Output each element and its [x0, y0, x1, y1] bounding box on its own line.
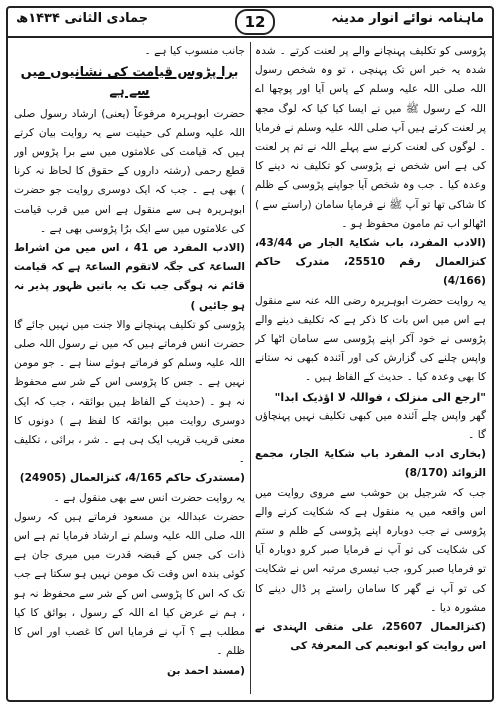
paragraph: جب کہ شرجیل بن حوشب سے مروی روایت میں اس واقعہ میں یہ منقول ہے کہ شکایت کرنے والے پڑوسی نے جب دوبارہ اپنے پڑوسی کے ظلم و ستم کی شکایت کی تو آپ نے فرمایا صبر کرو دوبارہ آیا تو فرمایا صبر کرو، جب تیسری مرتبہ اس نے شکایت کی تو آپ نے گھر کا سامان راستے پر ڈال دینے کا مشورہ دیا ۔ — [255, 486, 486, 614]
paragraph: پڑوسی کو تکلیف پہنچانے والا جنت میں نہیں جائے گا حضرت انس فرماتے ہیں کہ میں نے رسول اللہ صلی اللہ علیہ وسلم کو فرماتے ہوئے سنا ہے ۔ جو مومن نہیں ہے ۔ جس کا پڑوسی اس کے شر سے محفوظ نہ ہو ۔ (حدیث کے الفاظ ہیں بوائقہ ، جب کہ ایک دوسری روایت میں بوائقہ کا لفظ ہے ) دونوں کا معنی قریب قریب ایک ہی ہے ۔ شر ، برائی ، تکلیف ۔ — [14, 318, 245, 466]
page-header — [8, 8, 492, 38]
magazine-title: ماہنامہ نوائے انوار مدینہ — [331, 11, 484, 26]
column-divider — [250, 42, 251, 694]
paragraph: حضرت ابوہریرہ مرفوعاً (یعنی) ارشاد رسول صلی اللہ علیہ وسلم کی حیثیت سے یہ روایت بیان کرتے ہیں کہ قیامت کی علامتوں میں سے برا پڑوس اور قطع رحمی (رشتہ داروں کے حقوق کا لحاظ نہ کرنا ) بھی ہے ۔ جب کہ ایک دوسری روایت جو حضرت ابوہریرہ ہی سے منقول ہے اس میں قرب قیامت کی علامتوں میں سے ایک برُا پڑوسی بھی ہے ۔ — [14, 107, 245, 235]
paragraph: پڑوسی کو تکلیف پہنچانے والے پر لعنت کرتے ۔ شدہ شدہ یہ خبر اس تک پہنچی ، تو وہ شخص رسول اللہ صلی اللہ علیہ وسلم کے پاس آیا اور پوچھا اے اللہ کے رسول ﷺ میں نے ایسا کیا کیا کہ لوگ مجھ پر لعنت کرتے ہیں آپ صلی اللہ علیہ وسلم نے فرمایا ۔ لوگوں کی لعنت کرنے سے پہلے اللہ نے تم پر لعنت کی ہے اس شخص نے پڑوسی کو تکلیف نہ دینے کا وعدہ کیا ۔ جب وہ شخص آیا جواپنے پڑوسی کے ظلم کا شاکی تھا تو آپ ﷺ نے فرمایا سامان (راستے سے ) اٹھالو اب تم مامون محفوظ ہو ۔ — [255, 45, 486, 230]
issue-date: جمادی الثانی ۱۴۳۴ھ — [16, 11, 149, 26]
hadith-quote: "ارجع الی منزلک ، فواللہ لا اؤذیک ابدا" — [274, 390, 486, 404]
paragraph: یہ روایت حضرت انس سے بھی منقول ہے ۔ — [53, 491, 245, 504]
reference: (مستدرک حاکم 4/165، کنزالعمال (24905) — [19, 472, 245, 485]
page-number: 12 — [235, 9, 275, 35]
reference: (الادب المفرد، باب شکایۃ الجار ص 43/44، کنزالعمال رقم 25510، متدرک حاکم (4/166) — [255, 237, 486, 288]
reference: (کنزالعمال 25607، علی متقی الہندی نے اس روایت کو ابونعیم کی المعرفۃ کی — [255, 621, 486, 653]
paragraph: حضرت عبداللہ بن مسعود فرماتے ہیں کہ رسول اللہ صلی اللہ علیہ وسلم نے ارشاد فرمایا تم ہے اس ذات کی جس کے قبضہ قدرت میں میری جان ہے کوئی بندہ اس وقت تک مومن نہیں ہو سکتا ہے جب تک کہ اس کا پڑوسی اس کے شر سے محفوظ نہ ہو ، ہم نے عرض کیا اے اللہ کے رسول ، بوائق کا کیا مطلب ہے ؟ آپ نے فرمایا اس کا غصب اور اس کا ظلم ۔ — [14, 510, 245, 658]
paragraph: یہ روایت حضرت ابوہریرہ رضی اللہ عنہ سے منقول ہے اس میں اس بات کا ذکر ہے کہ تکلیف دینے والے پڑوسی نے خود آکر اپنے پڑوسی سے سامان اٹھا کر واپس چلنے کی گزارش کی اور آئندہ کبھی نہ ستانے کا بھی وعدہ کیا ۔ حدیث کے الفاظ ہیں ۔ — [255, 294, 486, 384]
paragraph: گھر واپس چلے آئندہ میں کبھی تکلیف نہیں پہنچاؤں گا ۔ — [255, 409, 486, 442]
magazine-page — [6, 6, 494, 702]
reference: (بخاری ادب المفرد باب شکایۃ الجار، مجمع الزوائد (8/170) — [255, 448, 486, 480]
reference: (مسند احمد بن — [167, 664, 245, 677]
section-heading: برا پڑوس قیامت کی نشانیوں میں سے ہے — [20, 65, 239, 100]
reference: (الادب المفرد ص 41 ، اس میں من اشراط الساعۃ کی جگہ لاتقوم الساعۃ ہے کہ قیامت قائم نہ ہوگی جب تک یہ باتیں ظہور پذیر نہ ہو جائیں ) — [14, 242, 245, 312]
left-column — [14, 42, 245, 694]
paragraph: جانب منسوب کیا ہے ۔ — [144, 45, 245, 57]
right-column — [255, 42, 486, 694]
